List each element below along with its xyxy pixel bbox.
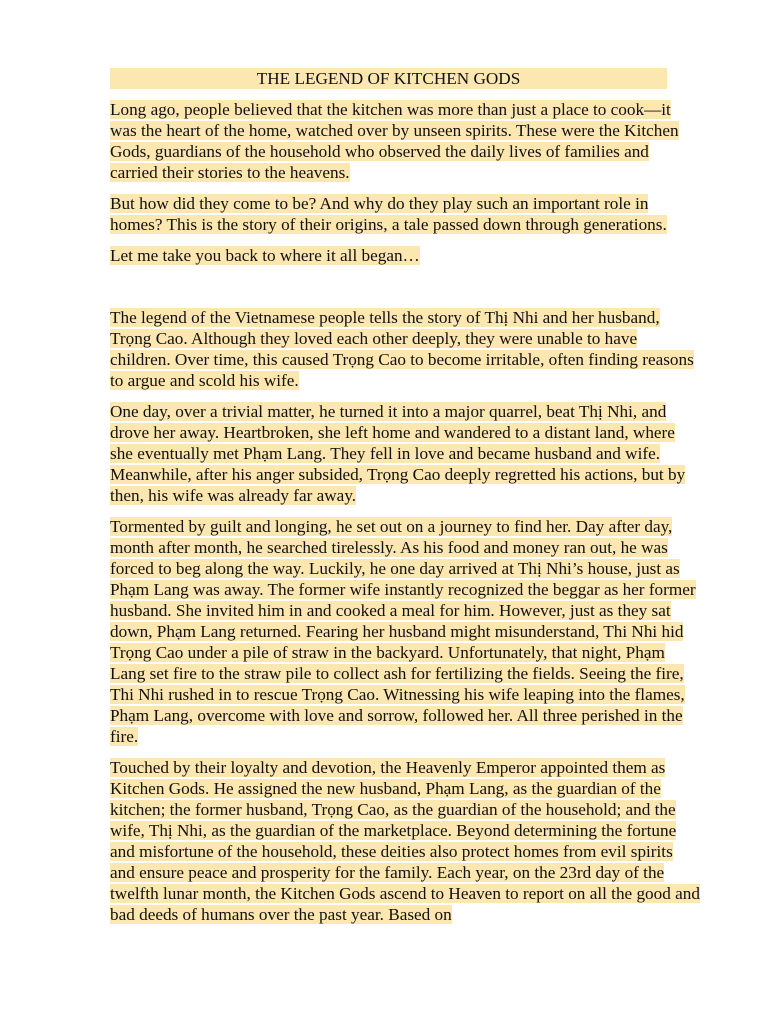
paragraph-text: The legend of the Vietnamese people tells the story of Thị Nhi and her husband, Trọng Cao. Although they loved each other deeply, they were unable to have children. Over time, this caused Trọng Cao to become irritable, often finding reasons to argue and scold his wife. <box>110 308 694 390</box>
story-paragraph <box>110 307 700 391</box>
paragraph-text: But how did they come to be? And why do they play such an important role in homes? This is the story of their origins, a tale passed down through generations. <box>110 194 667 234</box>
section-gap <box>110 276 700 307</box>
paragraph-text: Let me take you back to where it all began… <box>110 246 420 265</box>
document-page <box>110 68 700 935</box>
paragraph-text: Touched by their loyalty and devotion, the Heavenly Emperor appointed them as Kitchen Gods. He assigned the new husband, Phạm Lang, as the guardian of the kitchen; the former husband, Trọng Cao, as the guardian of the household; and the wife, Thị Nhi, as the guardian of the marketplace. Beyond determining the fortune and misfortune of the household, these deities also protect homes from evil spirits and ensure peace and prosperity for the family. Each year, on the 23rd day of the twelfth lunar month, the Kitchen Gods ascend to Heaven to report on all the good and bad deeds of humans over the past year. Based on <box>110 758 700 924</box>
intro-paragraph <box>110 193 700 235</box>
document-title: THE LEGEND OF KITCHEN GODS <box>256 69 521 88</box>
paragraph-text: One day, over a trivial matter, he turned it into a major quarrel, beat Thị Nhi, and drove her away. Heartbroken, she left home and wandered to a distant land, where she eventually met Phạm Lang. They fell in love and became husband and wife. Meanwhile, after his anger subsided, Trọng Cao deeply regretted his actions, but by then, his wife was already far away. <box>110 402 686 505</box>
paragraph-text: Tormented by guilt and longing, he set out on a journey to find her. Day after day, month after month, he searched tirelessly. As his food and money ran out, he was forced to beg along the way. Luckily, he one day arrived at Thị Nhi’s house, just as Phạm Lang was away. The former wife instantly recognized the beggar as her former husband. She invited him in and cooked a meal for him. However, just as they sat down, Phạm Lang returned. Fearing her husband might misunderstand, Thi Nhi hid Trọng Cao under a pile of straw in the backyard. Unfortunately, that night, Phạm Lang set fire to the straw pile to collect ash for fertilizing the fields. Seeing the fire, Thi Nhi rushed in to rescue Trọng Cao. Witnessing his wife leaping into the flames, Phạm Lang, overcome with love and sorrow, followed her. All three perished in the fire. <box>110 517 696 746</box>
title-highlight <box>110 68 667 89</box>
paragraph-text: Long ago, people believed that the kitchen was more than just a place to cook—it was the heart of the home, watched over by unseen spirits. These were the Kitchen Gods, guardians of the household who observed the daily lives of families and carried their stories to the heavens. <box>110 100 679 182</box>
story-paragraph <box>110 516 700 747</box>
story-paragraph <box>110 757 700 925</box>
story-paragraph <box>110 401 700 506</box>
intro-paragraph <box>110 245 700 266</box>
intro-paragraph <box>110 99 700 183</box>
